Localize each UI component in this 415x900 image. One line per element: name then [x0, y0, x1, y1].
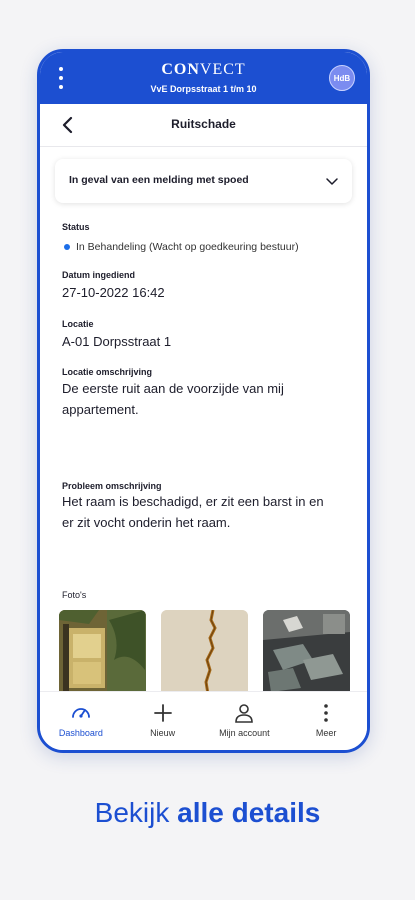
status-label: Status: [62, 222, 90, 232]
title-bar: [40, 104, 367, 147]
app-header: [40, 52, 367, 104]
phone-frame: [37, 49, 370, 753]
location-label: Locatie: [62, 319, 94, 329]
photo-gallery: [59, 610, 350, 694]
bottom-navigation: [40, 691, 367, 750]
status-text: In Behandeling (Wacht op goedkeuring bestuur): [76, 241, 299, 253]
nav-more-label: Meer: [315, 728, 337, 738]
vve-name: VvE Dorpsstraat 1 t/m 10: [150, 84, 257, 94]
more-icon: [315, 702, 337, 724]
date-label: Datum ingediend: [62, 270, 136, 280]
plus-icon: [152, 702, 174, 724]
date-value: 27-10-2022 16:42: [62, 285, 165, 300]
nav-dashboard-label: Dashboard: [58, 728, 103, 738]
problem-description-value: Het raam is beschadigd, er zit een barst in en er zit vocht onderin het raam.: [62, 494, 324, 530]
nav-my-account-label: Mijn account: [219, 728, 270, 738]
status-dot-icon: [64, 244, 70, 250]
caption-normal: Bekijk: [94, 797, 170, 828]
nav-more[interactable]: [285, 692, 367, 750]
nav-new-label: Nieuw: [150, 728, 176, 738]
brand-logo-bold: CON: [161, 61, 200, 78]
status-value: [62, 239, 312, 256]
location-description-value: De eerste ruit aan de voorzijde van mij appartement.: [62, 381, 284, 417]
problem-description-label: Probleem omschrijving: [62, 481, 162, 491]
nav-my-account[interactable]: [204, 692, 286, 750]
photos-label: Foto's: [62, 590, 87, 600]
dashboard-icon: [70, 702, 92, 724]
urgent-report-accordion[interactable]: [55, 159, 352, 203]
location-description-label: Locatie omschrijving: [62, 367, 153, 377]
nav-new[interactable]: [122, 692, 204, 750]
avatar[interactable]: HdB: [329, 65, 355, 91]
caption-bold: alle details: [177, 797, 321, 828]
brand-logo-rest: VECT: [199, 61, 246, 78]
promo-caption: [0, 797, 415, 829]
photo-thumbnail-wall-crack[interactable]: [161, 610, 248, 694]
location-value: A-01 Dorpsstraat 1: [62, 334, 172, 349]
brand-logo: [40, 61, 367, 79]
nav-dashboard[interactable]: [40, 692, 122, 750]
chevron-down-icon: [324, 173, 340, 189]
page-title: Ruitschade: [171, 117, 236, 131]
person-icon: [233, 702, 255, 724]
accordion-label: In geval van een melding met spoed: [69, 174, 249, 186]
photo-thumbnail-window-frame[interactable]: [59, 610, 146, 694]
photo-thumbnail-water-damage[interactable]: [263, 610, 350, 694]
